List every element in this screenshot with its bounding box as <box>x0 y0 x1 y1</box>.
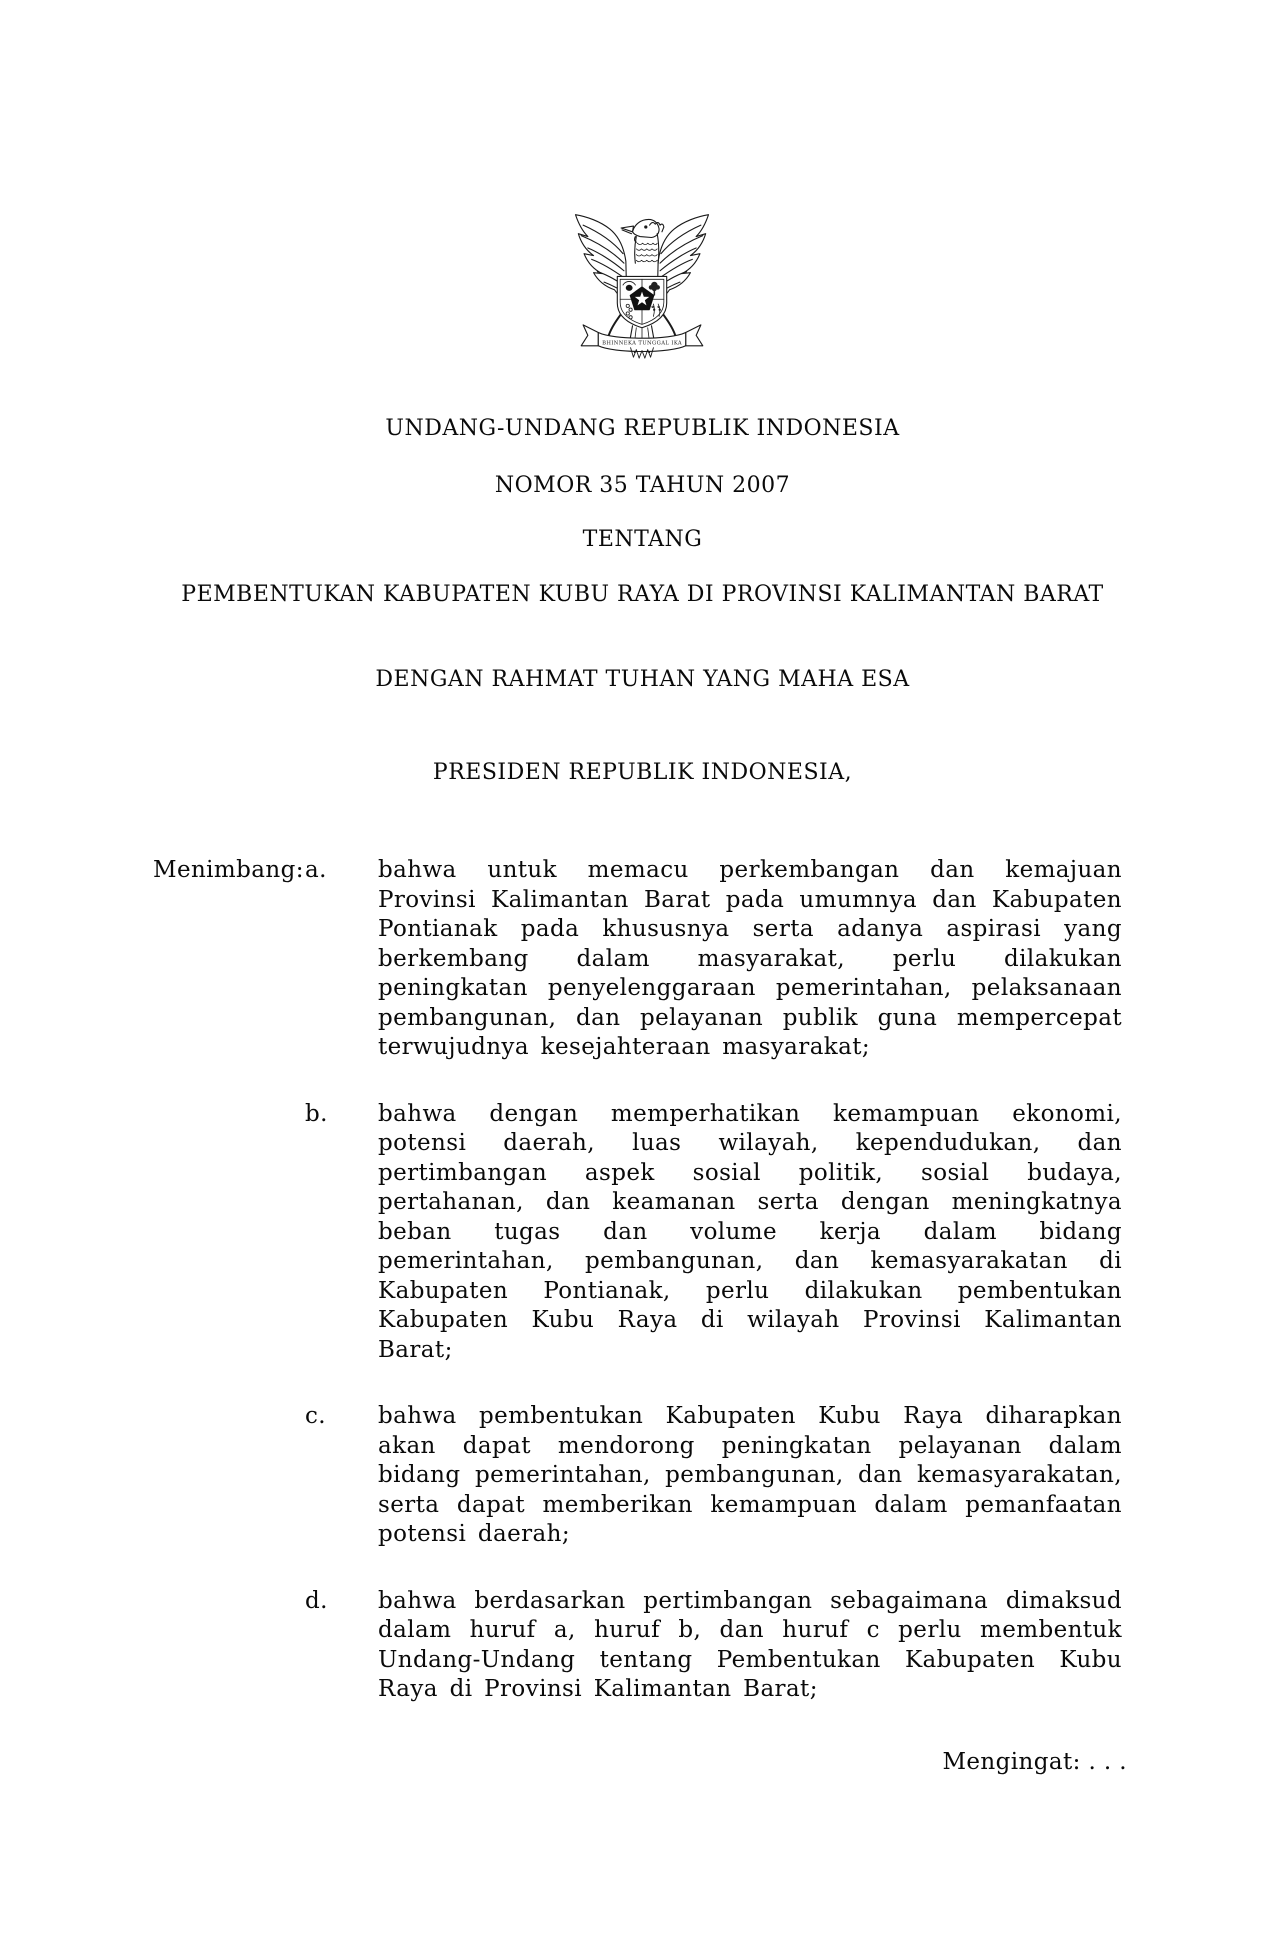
doc-number-line: NOMOR 35 TAHUN 2007 <box>494 472 791 498</box>
pancasila-shield <box>617 276 666 327</box>
considerations-section <box>153 856 1122 1705</box>
consideration-letter-c: c. <box>305 1403 326 1429</box>
consideration-letter-d: d. <box>305 1587 328 1614</box>
consideration-text-d: bahwa berdasarkan pertimbangan sebagaimana dimaksud dalam huruf a, huruf b, dan huruf c perlu membentuk Undang-Undang tentang Pembentukan Kabupaten Kubu Raya di Provinsi Kalimantan Barat; <box>378 1587 1122 1702</box>
issuer-line: PRESIDEN REPUBLIK INDONESIA, <box>432 759 853 785</box>
consideration-text-b: bahwa dengan memperhatikan kemampuan ekonomi, potensi daerah, luas wilayah, kependudukan, dan pertimbangan aspek sosial politik, sosial budaya, pertahanan, dan keamanan serta dengan meningkatnya beban tugas dan volume kerja dalam bidang pemerintahan, pembangunan, dan kemasyarakatan di Kabupaten Pontianak, perlu dilakukan pembentukan Kabupaten Kubu Raya di wilayah Provinsi Kalimantan Barat; <box>378 1100 1122 1363</box>
consideration-letter-a: a. <box>305 857 327 883</box>
title-block <box>163 414 1122 787</box>
invocation-line: DENGAN RAHMAT TUHAN YANG MAHA ESA <box>375 667 910 692</box>
catchword: Mengingat: . . . <box>942 1749 1127 1775</box>
consideration-text-a: bahwa untuk memacu perkembangan dan kemajuan Provinsi Kalimantan Barat pada umumnya dan Kabupaten Pontianak pada khususnya serta adanya aspirasi yang berkembang dalam masyarakat, perlu dilakukan peningkatan penyelenggaraan pemerintahan, pelaksanaan pembangunan, dan pelayanan publik guna mempercepat terwujudnya kesejahteraan masyarakat; <box>378 857 1122 1060</box>
considerations-label: Menimbang: <box>153 857 304 883</box>
doc-subject-line: PEMBENTUKAN KABUPATEN KUBU RAYA DI PROVINSI KALIMANTAN BARAT <box>181 581 1104 607</box>
emblem-motto-text: BHINNEKA TUNGGAL IKA <box>602 340 682 347</box>
consideration-text-c: bahwa pembentukan Kabupaten Kubu Raya diharapkan akan dapat mendorong peningkatan pelayanan dalam bidang pemerintahan, pembangunan, dan kemasyarakatan, serta dapat memberikan kemampuan dalam pemanfaatan potensi daerah; <box>378 1403 1122 1547</box>
consideration-letter-b: b. <box>305 1100 328 1127</box>
tentang-line: TENTANG <box>582 527 703 552</box>
eagle-head <box>621 219 664 263</box>
garuda-pancasila-emblem <box>566 203 718 367</box>
doc-type-line: UNDANG-UNDANG REPUBLIK INDONESIA <box>385 416 900 441</box>
